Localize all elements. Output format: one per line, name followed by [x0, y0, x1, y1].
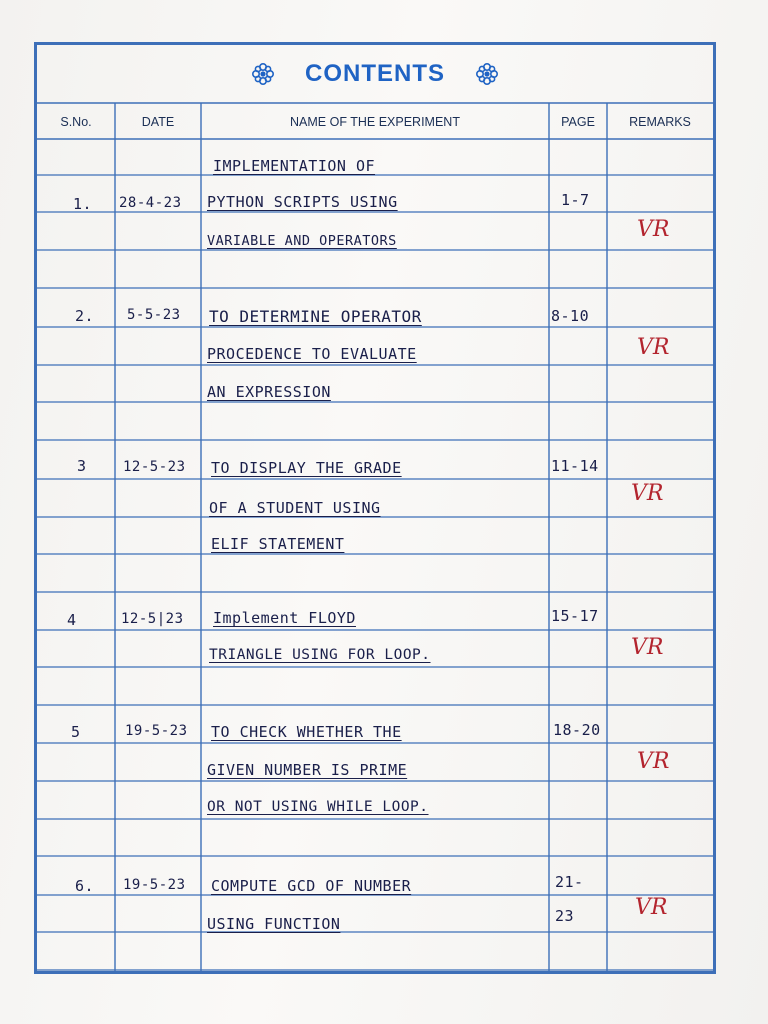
- entry-page-end: 23: [555, 907, 575, 925]
- entry-name-line: PROCEDENCE TO EVALUATE: [207, 345, 417, 363]
- entry-name-line: PYTHON SCRIPTS USING: [207, 193, 398, 211]
- entry-sno: 6.: [75, 877, 95, 895]
- entry-name-line: VARIABLE AND OPERATORS: [207, 233, 397, 249]
- entry-name-line: TO DETERMINE OPERATOR: [209, 307, 422, 326]
- entry-sno: 4: [67, 611, 77, 629]
- entry-date: 12-5|23: [121, 611, 184, 627]
- remark-signature: VR: [637, 335, 670, 360]
- entry-date: 28-4-23: [119, 195, 182, 211]
- remark-signature: VR: [631, 481, 664, 506]
- column-header-remarks: REMARKS: [629, 115, 691, 129]
- remark-signature: VR: [637, 217, 670, 242]
- remark-signature: VR: [635, 895, 668, 920]
- entry-sno: 1.: [73, 195, 93, 213]
- contents-frame: [34, 42, 716, 974]
- page-title: CONTENTS: [305, 60, 445, 87]
- entry-page: 18-20: [553, 721, 601, 739]
- entry-name-line: COMPUTE GCD OF NUMBER: [211, 877, 412, 895]
- entry-sno: 5: [71, 723, 81, 741]
- column-header-sno: S.No.: [60, 115, 92, 129]
- entry-date: 19-5-23: [123, 877, 186, 893]
- remark-signature: VR: [637, 749, 670, 774]
- column-header-page: PAGE: [561, 115, 595, 129]
- column-header-name: NAME OF THE EXPERIMENT: [290, 115, 460, 129]
- entry-name-line: TRIANGLE USING FOR LOOP.: [209, 647, 431, 663]
- entry-date: 5-5-23: [127, 307, 181, 323]
- entry-page-start: 21-: [555, 873, 584, 891]
- entry-date: 19-5-23: [125, 723, 188, 739]
- entry-name-line: TO CHECK WHETHER THE: [211, 723, 402, 741]
- entry-name-line: GIVEN NUMBER IS PRIME: [207, 761, 408, 779]
- entry-name-line: USING FUNCTION: [207, 915, 341, 933]
- entry-name-line: OR NOT USING WHILE LOOP.: [207, 799, 429, 815]
- entry-page: 15-17: [551, 607, 599, 625]
- entry-page: 1-7: [561, 191, 590, 209]
- entry-name-line: AN EXPRESSION: [207, 383, 331, 401]
- entry-page: 8-10: [551, 307, 590, 325]
- entry-date: 12-5-23: [123, 459, 186, 475]
- entry-sno: 3: [77, 457, 87, 475]
- entry-name-line: OF A STUDENT USING: [209, 499, 381, 517]
- remark-signature: VR: [631, 635, 664, 660]
- entry-sno: 2.: [75, 307, 95, 325]
- entry-name-line: ELIF STATEMENT: [211, 535, 345, 553]
- entry-name-line: IMPLEMENTATION OF: [213, 157, 376, 175]
- entry-page: 11-14: [551, 457, 599, 475]
- column-header-date: DATE: [141, 115, 175, 129]
- entry-name-line: TO DISPLAY THE GRADE: [211, 459, 402, 477]
- entry-name-line: Implement FLOYD: [213, 609, 356, 627]
